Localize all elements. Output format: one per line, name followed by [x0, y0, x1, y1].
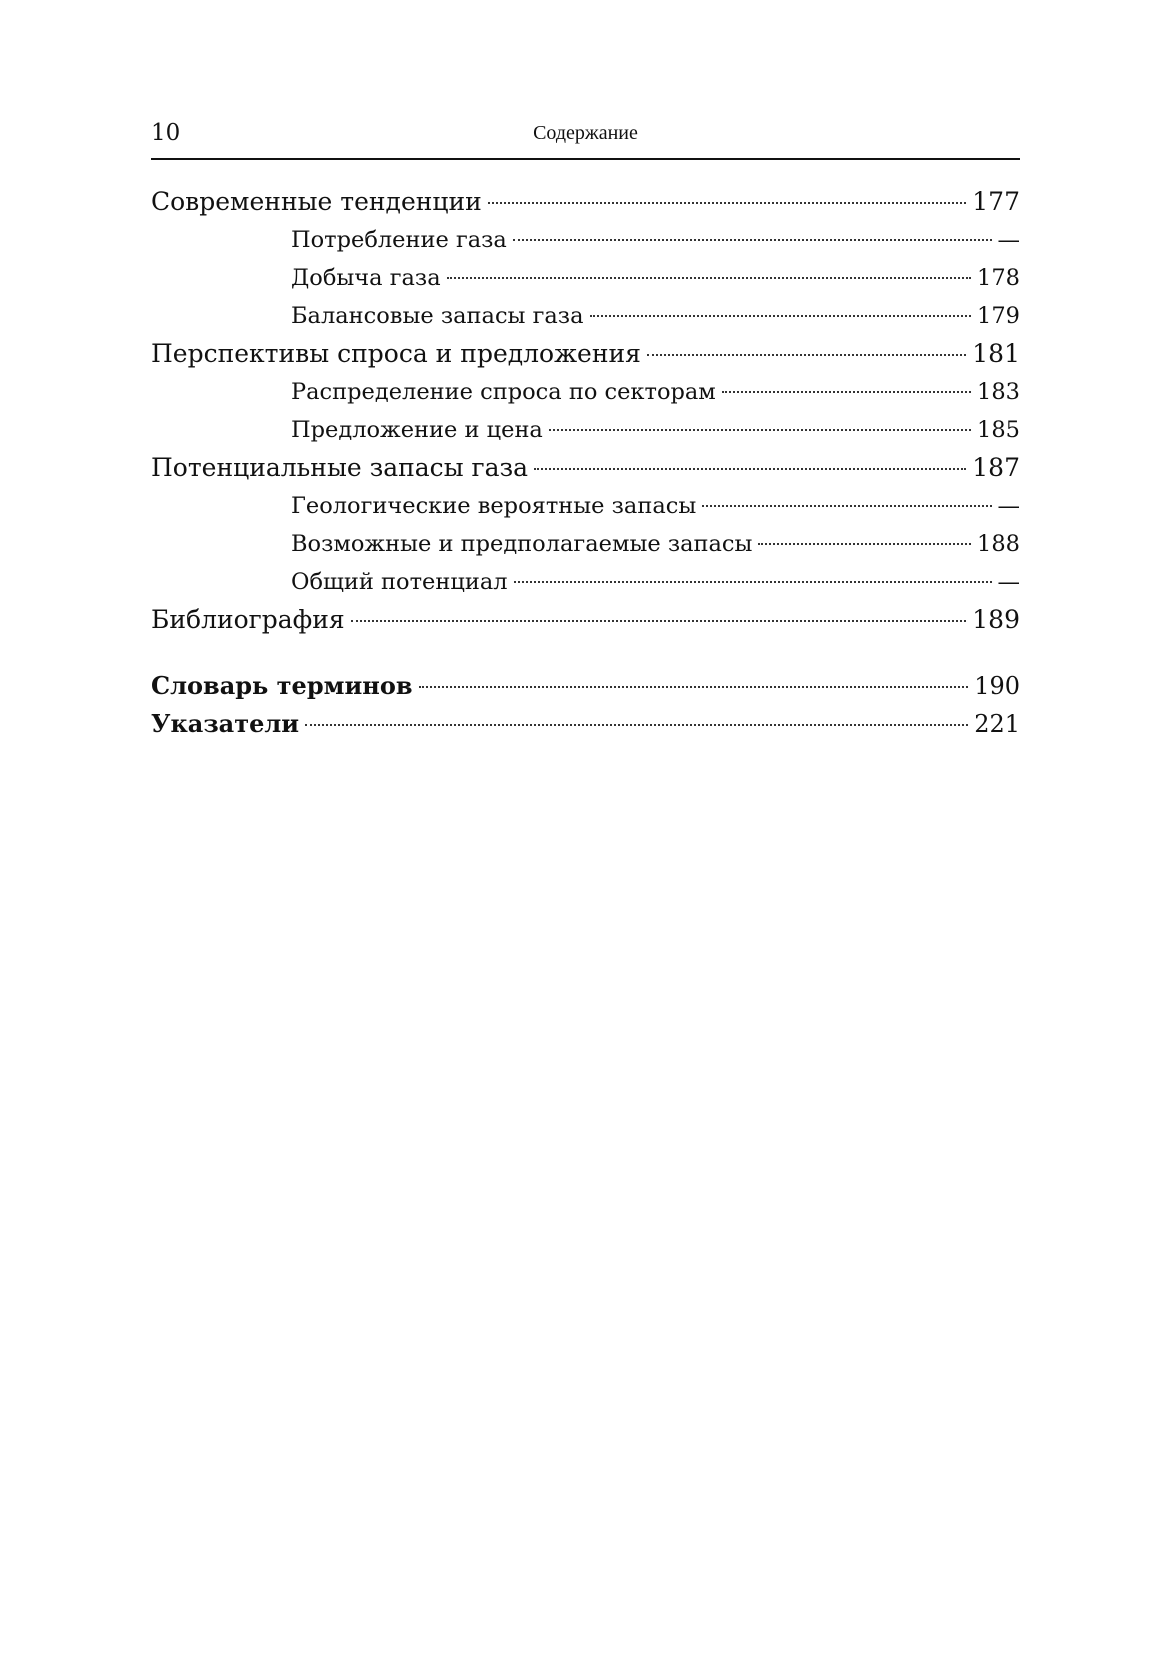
toc-entry[interactable] [151, 667, 1020, 705]
dot-leader [534, 468, 966, 470]
dot-leader [647, 354, 966, 356]
table-of-contents [151, 183, 1020, 743]
toc-entry-page: 178 [977, 265, 1020, 291]
dot-leader [351, 620, 967, 622]
toc-entry[interactable] [151, 449, 1020, 487]
dot-leader [419, 686, 969, 688]
toc-entry-page: 185 [977, 417, 1020, 443]
toc-entry-title: Перспективы спроса и предложения [151, 339, 641, 368]
dot-leader [305, 724, 968, 726]
toc-entry[interactable] [151, 705, 1020, 743]
section-gap [151, 639, 1020, 667]
toc-entry-title: Общий потенциал [291, 569, 508, 595]
dot-leader [488, 202, 966, 204]
toc-entry-title: Указатели [151, 709, 300, 738]
toc-entry[interactable] [151, 297, 1020, 335]
toc-entry-title: Распределение спроса по секторам [291, 379, 716, 405]
toc-entry[interactable] [151, 601, 1020, 639]
toc-entry-title: Добыча газа [291, 265, 441, 291]
toc-entry[interactable] [151, 335, 1020, 373]
dot-leader [702, 505, 991, 507]
toc-entry-page: 188 [977, 531, 1020, 557]
toc-entry[interactable] [151, 563, 1020, 601]
dot-leader [590, 315, 972, 317]
toc-entry-title: Библиография [151, 605, 345, 634]
dot-leader [549, 429, 971, 431]
toc-entry-title: Словарь терминов [151, 671, 413, 700]
toc-entry[interactable] [151, 373, 1020, 411]
toc-entry-page: 221 [974, 710, 1020, 738]
toc-entry-page: 187 [972, 453, 1020, 482]
dot-leader [758, 543, 971, 545]
toc-entry[interactable] [151, 221, 1020, 259]
toc-entry-page: — [997, 569, 1020, 595]
page-header [151, 118, 1020, 160]
toc-entry-title: Балансовые запасы газа [291, 303, 584, 329]
toc-entry[interactable] [151, 259, 1020, 297]
toc-entry-title: Потенциальные запасы газа [151, 453, 529, 482]
toc-entry[interactable] [151, 411, 1020, 449]
dot-leader [447, 277, 971, 279]
page-number: 10 [151, 120, 181, 146]
toc-entry-title: Современные тенденции [151, 187, 482, 216]
toc-entry-page: 181 [972, 339, 1020, 368]
dot-leader [722, 391, 971, 393]
toc-entry[interactable] [151, 525, 1020, 563]
toc-entry-page: — [997, 493, 1020, 519]
toc-entry-title: Предложение и цена [291, 417, 543, 443]
toc-entry-page: 177 [972, 187, 1020, 216]
toc-entry[interactable] [151, 487, 1020, 525]
dot-leader [513, 239, 992, 241]
toc-entry-page: 189 [972, 605, 1020, 634]
toc-entry-title: Потребление газа [291, 227, 507, 253]
running-title: Содержание [533, 122, 638, 144]
dot-leader [514, 581, 992, 583]
toc-entry[interactable] [151, 183, 1020, 221]
toc-entry-title: Возможные и предполагаемые запасы [291, 531, 753, 557]
toc-entry-title: Геологические вероятные запасы [291, 493, 697, 519]
toc-entry-page: 190 [974, 672, 1020, 700]
toc-entry-page: 179 [977, 303, 1020, 329]
toc-entry-page: — [997, 227, 1020, 253]
toc-entry-page: 183 [977, 379, 1020, 405]
